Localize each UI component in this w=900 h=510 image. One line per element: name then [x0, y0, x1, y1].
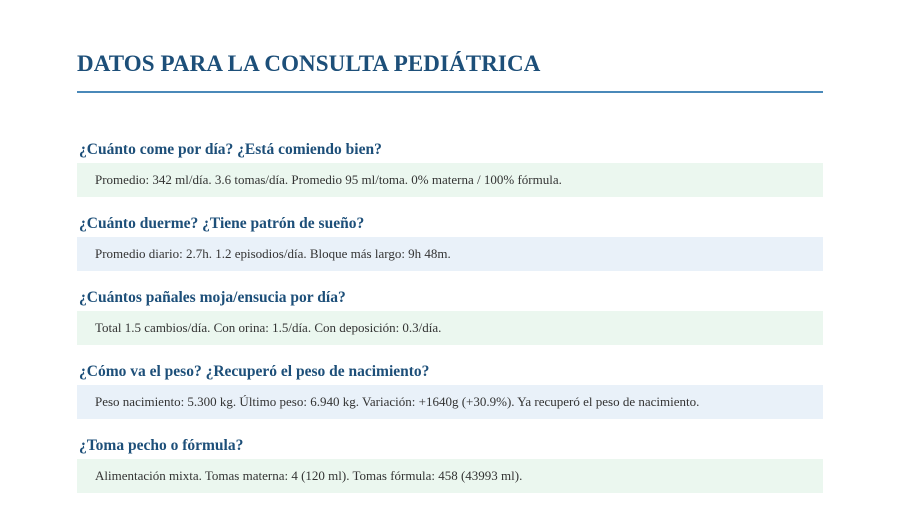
report-page — [77, 0, 823, 510]
question-heading: ¿Cuánto come por día? ¿Está comiendo bien? — [79, 141, 382, 158]
title-divider — [77, 91, 823, 93]
section-sleep — [77, 214, 823, 271]
question-heading: ¿Toma pecho o fórmula? — [79, 437, 244, 454]
answer-band: Promedio diario: 2.7h. 1.2 episodios/día. Bloque más largo: 9h 48m. — [77, 237, 823, 271]
answer-band: Alimentación mixta. Tomas materna: 4 (120 ml). Tomas fórmula: 458 (43993 ml). — [77, 459, 823, 493]
answer-band: Total 1.5 cambios/día. Con orina: 1.5/día. Con deposición: 0.3/día. — [77, 311, 823, 345]
question-heading: ¿Cuántos pañales moja/ensucia por día? — [79, 289, 346, 306]
answer-band: Promedio: 342 ml/día. 3.6 tomas/día. Promedio 95 ml/toma. 0% materna / 100% fórmula. — [77, 163, 823, 197]
section-feeding-type — [77, 436, 823, 493]
answer-band: Peso nacimiento: 5.300 kg. Último peso: 6.940 kg. Variación: +1640g (+30.9%). Ya recuperó el peso de nacimiento. — [77, 385, 823, 419]
question-heading: ¿Cuánto duerme? ¿Tiene patrón de sueño? — [79, 215, 365, 232]
section-weight — [77, 362, 823, 419]
section-feeding — [77, 140, 823, 197]
question-list — [77, 140, 823, 493]
page-title: DATOS PARA LA CONSULTA PEDIÁTRICA — [77, 51, 541, 76]
question-heading: ¿Cómo va el peso? ¿Recuperó el peso de nacimiento? — [79, 363, 430, 380]
section-diapers — [77, 288, 823, 345]
